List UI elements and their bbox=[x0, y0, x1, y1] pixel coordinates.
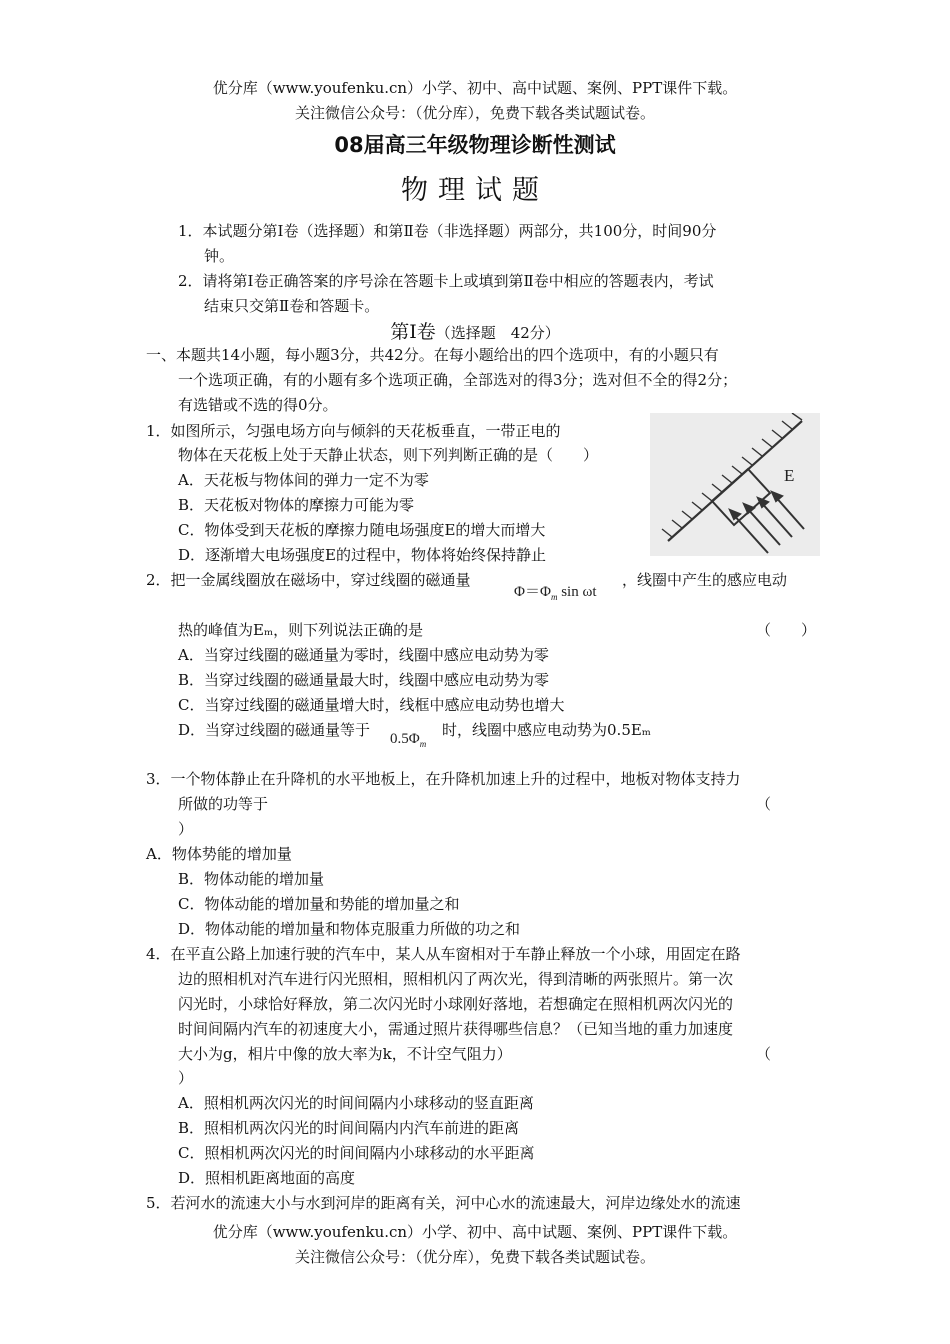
q2-option-c: C．当穿过线圈的磁通量增大时，线框中感应电动势也增大 bbox=[178, 696, 565, 714]
q2-option-d-part-b: 时，线圈中感应电动势为0.5Eₘ bbox=[442, 721, 652, 739]
section-heading bbox=[0, 320, 950, 345]
q2-formula-main: Φ＝Φ bbox=[514, 584, 551, 600]
q3-option-c: C．物体动能的增加量和势能的增加量之和 bbox=[178, 895, 460, 913]
page-title: 08届高三年级物理诊断性测试 bbox=[334, 133, 616, 157]
note-1: 1．本试题分第Ⅰ卷（选择题）和第Ⅱ卷（非选择题）两部分，共100分，时间90分 bbox=[178, 222, 717, 240]
note-2-cont: 结束只交第Ⅱ卷和答题卡。 bbox=[204, 297, 380, 315]
instruction-line-1: 一、本题共14小题，每小题3分，共42分。在每小题给出的四个选项中，有的小题只有 bbox=[146, 346, 719, 364]
header-line-2: 关注微信公众号：（优分库），免费下载各类试题试卷。 bbox=[294, 104, 655, 122]
note-1-cont: 钟。 bbox=[204, 247, 235, 265]
q3-paren-close: ） bbox=[178, 820, 194, 838]
section-title: 第Ⅰ卷 bbox=[390, 321, 436, 343]
q2-stem-part-b: ，线圈中产生的感应电动 bbox=[622, 571, 788, 589]
q3-option-a: A．物体势能的增加量 bbox=[146, 845, 292, 863]
q2-stem-part-c: 热的峰值为Eₘ，则下列说法正确的是 bbox=[178, 621, 424, 639]
q3-option-b: B．物体动能的增加量 bbox=[178, 870, 325, 888]
instruction-line-2: 一个选项正确，有的小题有多个选项正确，全部选对的得3分；选对但不全的得2分； bbox=[178, 371, 738, 389]
q4-stem-line-5: 大小为g，相片中像的放大率为k，不计空气阻力） bbox=[178, 1045, 512, 1063]
instruction-line-3: 有选错或不选的得0分。 bbox=[178, 396, 338, 414]
q3-stem-line-2: 所做的功等于 bbox=[178, 795, 269, 813]
ceiling-hatching bbox=[662, 413, 802, 537]
field-arrows bbox=[730, 492, 804, 553]
footer-line-2: 关注微信公众号：（优分库），免费下载各类试题试卷。 bbox=[294, 1248, 655, 1266]
q4-stem-line-2: 边的照相机对汽车进行闪光照相，照相机闪了两次光，得到清晰的两张照片。第一次 bbox=[178, 970, 734, 988]
q4-option-c: C．照相机两次闪光的时间间隔内小球移动的水平距离 bbox=[178, 1144, 535, 1162]
q2-d-formula-sub: m bbox=[419, 739, 427, 749]
q1-figure bbox=[650, 413, 820, 556]
q5-stem-line-1: 5．若河水的流速大小与水到河岸的距离有关，河中心水的流速最大，河岸边缘处水的流速 bbox=[146, 1194, 741, 1212]
q3-option-d: D．物体动能的增加量和物体克服重力所做的功之和 bbox=[178, 920, 521, 938]
q2-flux-formula bbox=[514, 580, 596, 602]
q2-formula-tail: sin ωt bbox=[557, 584, 597, 600]
q4-option-a: A．照相机两次闪光的时间间隔内小球移动的竖直距离 bbox=[178, 1094, 534, 1112]
q1-stem-line-1: 1．如图所示，匀强电场方向与倾斜的天花板垂直，一带正电的 bbox=[146, 422, 561, 440]
q1-option-d: D．逐渐增大电场强度E的过程中，物体将始终保持静止 bbox=[178, 546, 546, 564]
q2-answer-paren: （ ） bbox=[756, 621, 817, 639]
q2-half-flux-formula bbox=[390, 731, 426, 749]
q4-stem-line-4: 时间间隔内汽车的初速度大小，需通过照片获得哪些信息？（已知当地的重力加速度 bbox=[178, 1020, 734, 1038]
q1-stem-line-2: 物体在天花板上处于天静止状态，则下列判断正确的是（ ） bbox=[178, 446, 599, 464]
q4-paren-open: （ bbox=[756, 1045, 772, 1063]
ceiling-field-diagram bbox=[650, 413, 820, 556]
q4-stem-line-1: 4．在平直公路上加速行驶的汽车中，某人从车窗相对于车静止释放一个小球，用固定在路 bbox=[146, 945, 741, 963]
q2-option-a: A．当穿过线圈的磁通量为零时，线圈中感应电动势为零 bbox=[178, 646, 549, 664]
charged-block bbox=[712, 469, 770, 525]
q2-option-b: B．当穿过线圈的磁通量最大时，线圈中感应电动势为零 bbox=[178, 671, 550, 689]
header-line-1: 优分库（www.youfenku.cn）小学、初中、高中试题、案例、PPT课件下载。 bbox=[212, 79, 738, 97]
q2-option-d-part-a: D．当穿过线圈的磁通量等于 bbox=[178, 721, 371, 739]
q4-option-d: D．照相机距离地面的高度 bbox=[178, 1169, 356, 1187]
footer-line-1: 优分库（www.youfenku.cn）小学、初中、高中试题、案例、PPT课件下载。 bbox=[212, 1223, 738, 1241]
section-subtitle: （选择题 42分） bbox=[435, 324, 560, 342]
q2-d-formula-main: 0.5Φ bbox=[390, 731, 420, 747]
q1-option-c: C．物体受到天花板的摩擦力随电场强度E的增大而增大 bbox=[178, 521, 546, 539]
q3-stem-line-1: 3．一个物体静止在升降机的水平地板上，在升降机加速上升的过程中，地板对物体支持力 bbox=[146, 770, 741, 788]
q2-stem-part-a: 2．把一金属线圈放在磁场中，穿过线圈的磁通量 bbox=[146, 571, 471, 589]
q4-paren-close: ） bbox=[178, 1069, 194, 1087]
q2-formula-sub: m bbox=[550, 592, 558, 602]
q1-option-a: A．天花板与物体间的弹力一定不为零 bbox=[178, 471, 429, 489]
page-subtitle: 物理试题 bbox=[401, 175, 549, 206]
q3-paren-open: （ bbox=[756, 795, 772, 813]
q4-stem-line-3: 闪光时，小球恰好释放，第二次闪光时小球刚好落地，若想确定在照相机两次闪光的 bbox=[178, 995, 734, 1013]
q4-option-b: B．照相机两次闪光的时间间隔内内汽车前进的距离 bbox=[178, 1119, 520, 1137]
field-label: E bbox=[784, 466, 795, 485]
note-2: 2．请将第Ⅰ卷正确答案的序号涂在答题卡上或填到第Ⅱ卷中相应的答题表内，考试 bbox=[178, 272, 714, 290]
q1-option-b: B．天花板对物体的摩擦力可能为零 bbox=[178, 496, 415, 514]
